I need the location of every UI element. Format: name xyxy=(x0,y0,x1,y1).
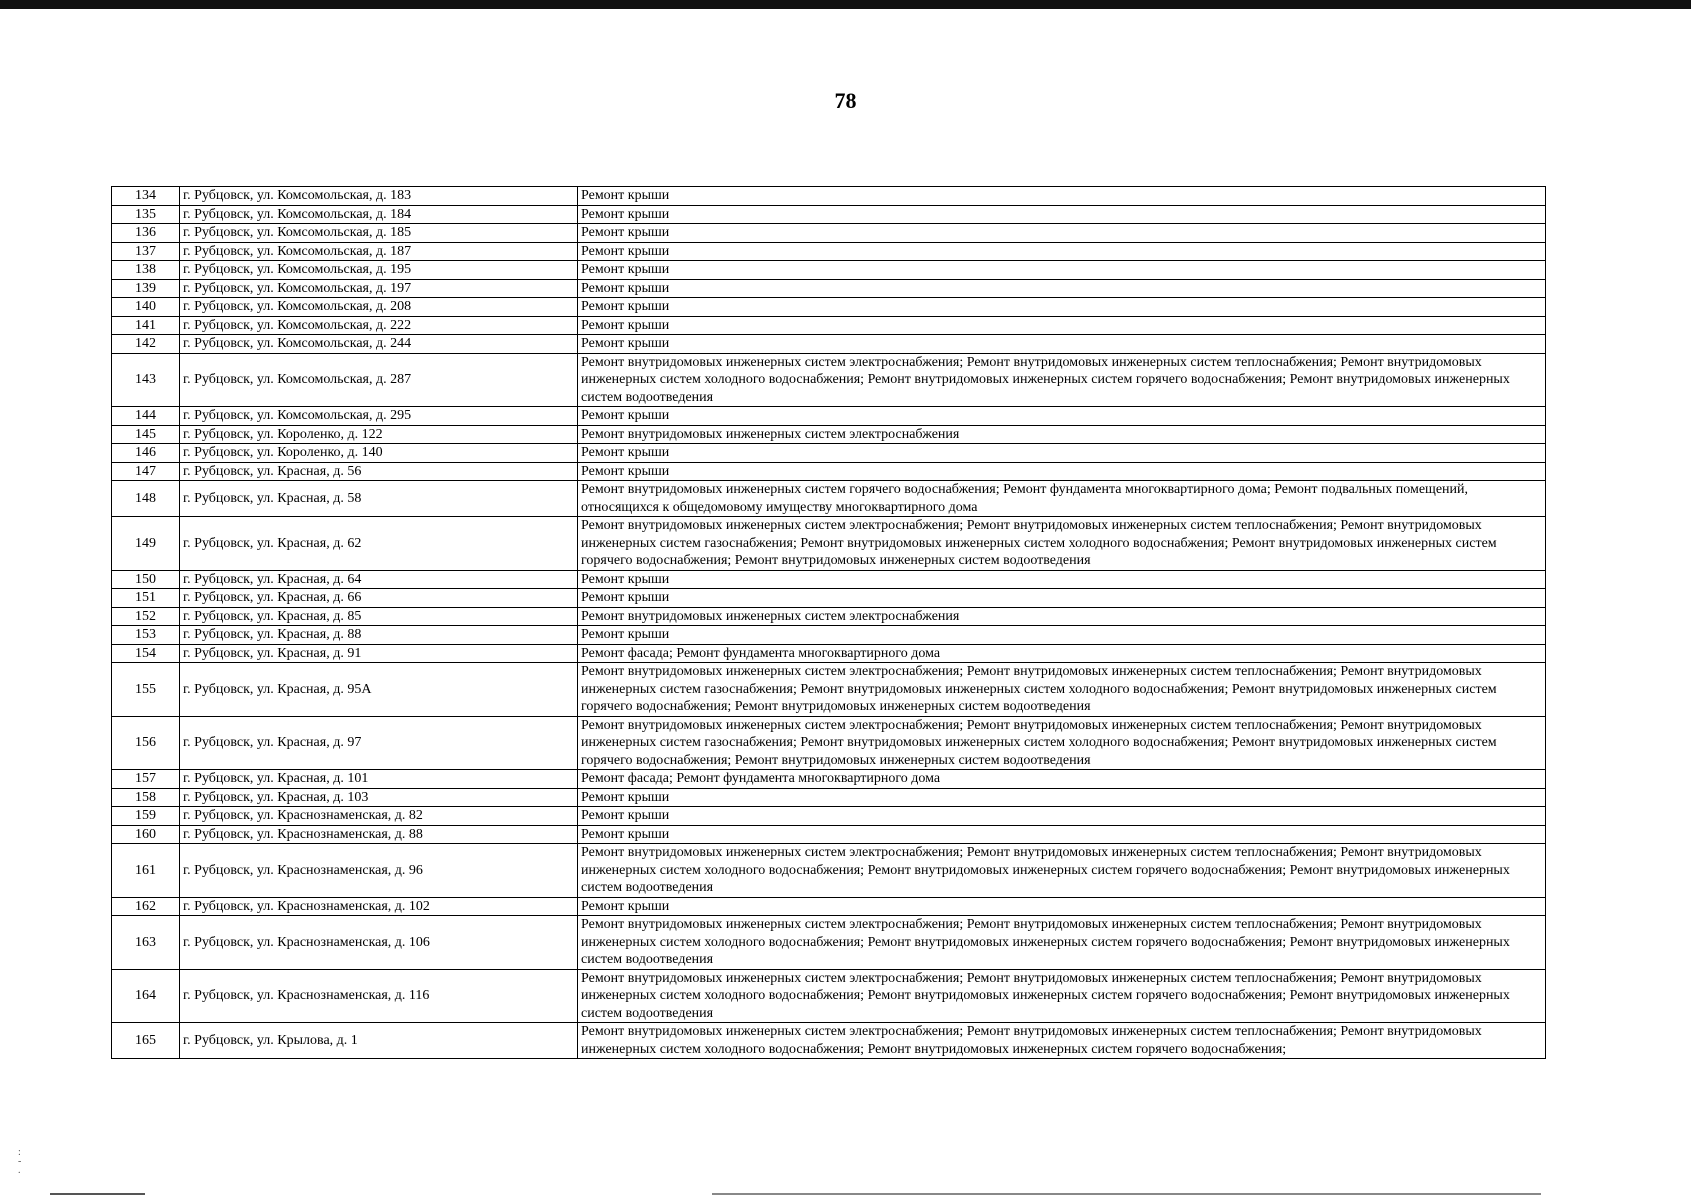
row-number: 150 xyxy=(112,570,180,589)
row-work-type: Ремонт крыши xyxy=(578,205,1546,224)
table-row xyxy=(112,897,1546,916)
row-number: 143 xyxy=(112,353,180,407)
table-row xyxy=(112,407,1546,426)
row-work-type: Ремонт крыши xyxy=(578,626,1546,645)
row-work-type: Ремонт внутридомовых инженерных систем горячего водоснабжения; Ремонт фундамента многоквартирного дома; Ремонт подвальных помещений, относящихся к общедомовому имуществу многоквартирного дома xyxy=(578,481,1546,517)
table-row xyxy=(112,517,1546,571)
row-address: г. Рубцовск, ул. Красная, д. 88 xyxy=(180,626,578,645)
row-number: 147 xyxy=(112,462,180,481)
row-number: 154 xyxy=(112,644,180,663)
table-row xyxy=(112,224,1546,243)
row-address: г. Рубцовск, ул. Красная, д. 85 xyxy=(180,607,578,626)
row-number: 160 xyxy=(112,825,180,844)
row-address: г. Рубцовск, ул. Красная, д. 62 xyxy=(180,517,578,571)
row-address: г. Рубцовск, ул. Красная, д. 64 xyxy=(180,570,578,589)
row-address: г. Рубцовск, ул. Краснознаменская, д. 102 xyxy=(180,897,578,916)
row-work-type: Ремонт внутридомовых инженерных систем электроснабжения; Ремонт внутридомовых инженерных систем теплоснабжения; Ремонт внутридомовых инженерных систем холодного водоснабжения; Ремонт внутридомовых инженерных систем горячего водоснабжения; Ремонт внутридомовых инженерных систем водоотведения xyxy=(578,969,1546,1023)
row-work-type: Ремонт внутридомовых инженерных систем электроснабжения; Ремонт внутридомовых инженерных систем теплоснабжения; Ремонт внутридомовых инженерных систем газоснабжения; Ремонт внутридомовых инженерных систем холодного водоснабжения; Ремонт внутридомовых инженерных систем горячего водоснабжения; Ремонт внутридомовых инженерных систем водоотведения xyxy=(578,517,1546,571)
row-work-type: Ремонт внутридомовых инженерных систем электроснабжения; Ремонт внутридомовых инженерных систем теплоснабжения; Ремонт внутридомовых инженерных систем холодного водоснабжения; Ремонт внутридомовых инженерных систем горячего водоснабжения; Ремонт внутридомовых инженерных систем водоотведения xyxy=(578,353,1546,407)
table-row xyxy=(112,825,1546,844)
row-number: 151 xyxy=(112,589,180,608)
row-work-type: Ремонт внутридомовых инженерных систем электроснабжения; Ремонт внутридомовых инженерных систем теплоснабжения; Ремонт внутридомовых инженерных систем газоснабжения; Ремонт внутридомовых инженерных систем холодного водоснабжения; Ремонт внутридомовых инженерных систем горячего водоснабжения; Ремонт внутридомовых инженерных систем водоотведения xyxy=(578,663,1546,717)
row-address: г. Рубцовск, ул. Комсомольская, д. 185 xyxy=(180,224,578,243)
row-address: г. Рубцовск, ул. Краснознаменская, д. 96 xyxy=(180,844,578,898)
row-address: г. Рубцовск, ул. Красная, д. 91 xyxy=(180,644,578,663)
row-number: 158 xyxy=(112,788,180,807)
row-number: 138 xyxy=(112,261,180,280)
row-work-type: Ремонт крыши xyxy=(578,462,1546,481)
row-address: г. Рубцовск, ул. Красная, д. 95А xyxy=(180,663,578,717)
scan-bottom-line-left xyxy=(50,1193,145,1195)
row-work-type: Ремонт крыши xyxy=(578,242,1546,261)
row-address: г. Рубцовск, ул. Комсомольская, д. 195 xyxy=(180,261,578,280)
row-address: г. Рубцовск, ул. Краснознаменская, д. 82 xyxy=(180,807,578,826)
row-address: г. Рубцовск, ул. Краснознаменская, д. 88 xyxy=(180,825,578,844)
row-address: г. Рубцовск, ул. Красная, д. 66 xyxy=(180,589,578,608)
row-work-type: Ремонт крыши xyxy=(578,298,1546,317)
row-work-type: Ремонт крыши xyxy=(578,788,1546,807)
row-work-type: Ремонт крыши xyxy=(578,444,1546,463)
table-row xyxy=(112,788,1546,807)
table-body xyxy=(112,187,1546,1059)
row-address: г. Рубцовск, ул. Красная, д. 97 xyxy=(180,716,578,770)
table-row xyxy=(112,353,1546,407)
row-number: 161 xyxy=(112,844,180,898)
row-number: 152 xyxy=(112,607,180,626)
row-work-type: Ремонт крыши xyxy=(578,407,1546,426)
row-number: 136 xyxy=(112,224,180,243)
row-address: г. Рубцовск, ул. Крылова, д. 1 xyxy=(180,1023,578,1059)
table-row xyxy=(112,644,1546,663)
table-row xyxy=(112,298,1546,317)
row-work-type: Ремонт внутридомовых инженерных систем электроснабжения; Ремонт внутридомовых инженерных систем теплоснабжения; Ремонт внутридомовых инженерных систем холодного водоснабжения; Ремонт внутридомовых инженерных систем горячего водоснабжения; xyxy=(578,1023,1546,1059)
scan-bottom-line-right xyxy=(712,1193,1541,1195)
row-address: г. Рубцовск, ул. Красная, д. 56 xyxy=(180,462,578,481)
table-row xyxy=(112,844,1546,898)
row-address: г. Рубцовск, ул. Комсомольская, д. 295 xyxy=(180,407,578,426)
table-row xyxy=(112,807,1546,826)
row-work-type: Ремонт крыши xyxy=(578,897,1546,916)
table-row xyxy=(112,969,1546,1023)
row-address: г. Рубцовск, ул. Короленко, д. 122 xyxy=(180,425,578,444)
row-address: г. Рубцовск, ул. Краснознаменская, д. 116 xyxy=(180,969,578,1023)
table-row xyxy=(112,444,1546,463)
row-work-type: Ремонт внутридомовых инженерных систем электроснабжения; Ремонт внутридомовых инженерных систем теплоснабжения; Ремонт внутридомовых инженерных систем холодного водоснабжения; Ремонт внутридомовых инженерных систем горячего водоснабжения; Ремонт внутридомовых инженерных систем водоотведения xyxy=(578,916,1546,970)
row-work-type: Ремонт фасада; Ремонт фундамента многоквартирного дома xyxy=(578,770,1546,789)
row-number: 140 xyxy=(112,298,180,317)
row-address: г. Рубцовск, ул. Комсомольская, д. 187 xyxy=(180,242,578,261)
row-number: 156 xyxy=(112,716,180,770)
row-work-type: Ремонт внутридомовых инженерных систем электроснабжения; Ремонт внутридомовых инженерных систем теплоснабжения; Ремонт внутридомовых инженерных систем газоснабжения; Ремонт внутридомовых инженерных систем холодного водоснабжения; Ремонт внутридомовых инженерных систем горячего водоснабжения; Ремонт внутридомовых инженерных систем водоотведения xyxy=(578,716,1546,770)
row-address: г. Рубцовск, ул. Красная, д. 58 xyxy=(180,481,578,517)
row-work-type: Ремонт крыши xyxy=(578,224,1546,243)
table-row xyxy=(112,626,1546,645)
table-row xyxy=(112,481,1546,517)
row-number: 145 xyxy=(112,425,180,444)
row-number: 155 xyxy=(112,663,180,717)
table-row xyxy=(112,663,1546,717)
row-work-type: Ремонт крыши xyxy=(578,187,1546,206)
row-work-type: Ремонт крыши xyxy=(578,825,1546,844)
scan-top-border xyxy=(0,0,1691,9)
row-address: г. Рубцовск, ул. Красная, д. 101 xyxy=(180,770,578,789)
row-work-type: Ремонт крыши xyxy=(578,279,1546,298)
row-number: 146 xyxy=(112,444,180,463)
table-row xyxy=(112,425,1546,444)
row-number: 157 xyxy=(112,770,180,789)
row-work-type: Ремонт фасада; Ремонт фундамента многоквартирного дома xyxy=(578,644,1546,663)
row-address: г. Рубцовск, ул. Комсомольская, д. 208 xyxy=(180,298,578,317)
page-number: 78 xyxy=(834,88,857,113)
row-address: г. Рубцовск, ул. Короленко, д. 140 xyxy=(180,444,578,463)
row-address: г. Рубцовск, ул. Комсомольская, д. 287 xyxy=(180,353,578,407)
table-row xyxy=(112,462,1546,481)
table-row xyxy=(112,916,1546,970)
table-row xyxy=(112,570,1546,589)
row-work-type: Ремонт крыши xyxy=(578,335,1546,354)
row-work-type: Ремонт крыши xyxy=(578,589,1546,608)
row-number: 153 xyxy=(112,626,180,645)
table-row xyxy=(112,589,1546,608)
row-number: 162 xyxy=(112,897,180,916)
row-number: 134 xyxy=(112,187,180,206)
row-work-type: Ремонт крыши xyxy=(578,807,1546,826)
row-address: г. Рубцовск, ул. Комсомольская, д. 244 xyxy=(180,335,578,354)
row-number: 144 xyxy=(112,407,180,426)
table-row xyxy=(112,279,1546,298)
row-address: г. Рубцовск, ул. Комсомольская, д. 197 xyxy=(180,279,578,298)
row-number: 137 xyxy=(112,242,180,261)
row-address: г. Рубцовск, ул. Комсомольская, д. 222 xyxy=(180,316,578,335)
row-work-type: Ремонт внутридомовых инженерных систем электроснабжения xyxy=(578,425,1546,444)
row-address: г. Рубцовск, ул. Комсомольская, д. 184 xyxy=(180,205,578,224)
table-row xyxy=(112,716,1546,770)
table-row xyxy=(112,187,1546,206)
table-row xyxy=(112,1023,1546,1059)
table-row xyxy=(112,316,1546,335)
row-number: 149 xyxy=(112,517,180,571)
row-address: г. Рубцовск, ул. Красная, д. 103 xyxy=(180,788,578,807)
table-row xyxy=(112,205,1546,224)
row-number: 159 xyxy=(112,807,180,826)
row-number: 148 xyxy=(112,481,180,517)
row-work-type: Ремонт крыши xyxy=(578,570,1546,589)
row-work-type: Ремонт крыши xyxy=(578,261,1546,280)
row-number: 164 xyxy=(112,969,180,1023)
row-address: г. Рубцовск, ул. Комсомольская, д. 183 xyxy=(180,187,578,206)
row-work-type: Ремонт внутридомовых инженерных систем электроснабжения xyxy=(578,607,1546,626)
table-row xyxy=(112,770,1546,789)
row-work-type: Ремонт внутридомовых инженерных систем электроснабжения; Ремонт внутридомовых инженерных систем теплоснабжения; Ремонт внутридомовых инженерных систем холодного водоснабжения; Ремонт внутридомовых инженерных систем горячего водоснабжения; Ремонт внутридомовых инженерных систем водоотведения xyxy=(578,844,1546,898)
row-number: 141 xyxy=(112,316,180,335)
table-row xyxy=(112,242,1546,261)
row-address: г. Рубцовск, ул. Краснознаменская, д. 106 xyxy=(180,916,578,970)
row-number: 142 xyxy=(112,335,180,354)
row-number: 139 xyxy=(112,279,180,298)
row-number: 165 xyxy=(112,1023,180,1059)
row-number: 163 xyxy=(112,916,180,970)
table-row xyxy=(112,335,1546,354)
scan-margin-marks: : - . xyxy=(18,1147,22,1176)
row-work-type: Ремонт крыши xyxy=(578,316,1546,335)
repair-works-table xyxy=(111,186,1546,1059)
table-row xyxy=(112,607,1546,626)
table-row xyxy=(112,261,1546,280)
row-number: 135 xyxy=(112,205,180,224)
